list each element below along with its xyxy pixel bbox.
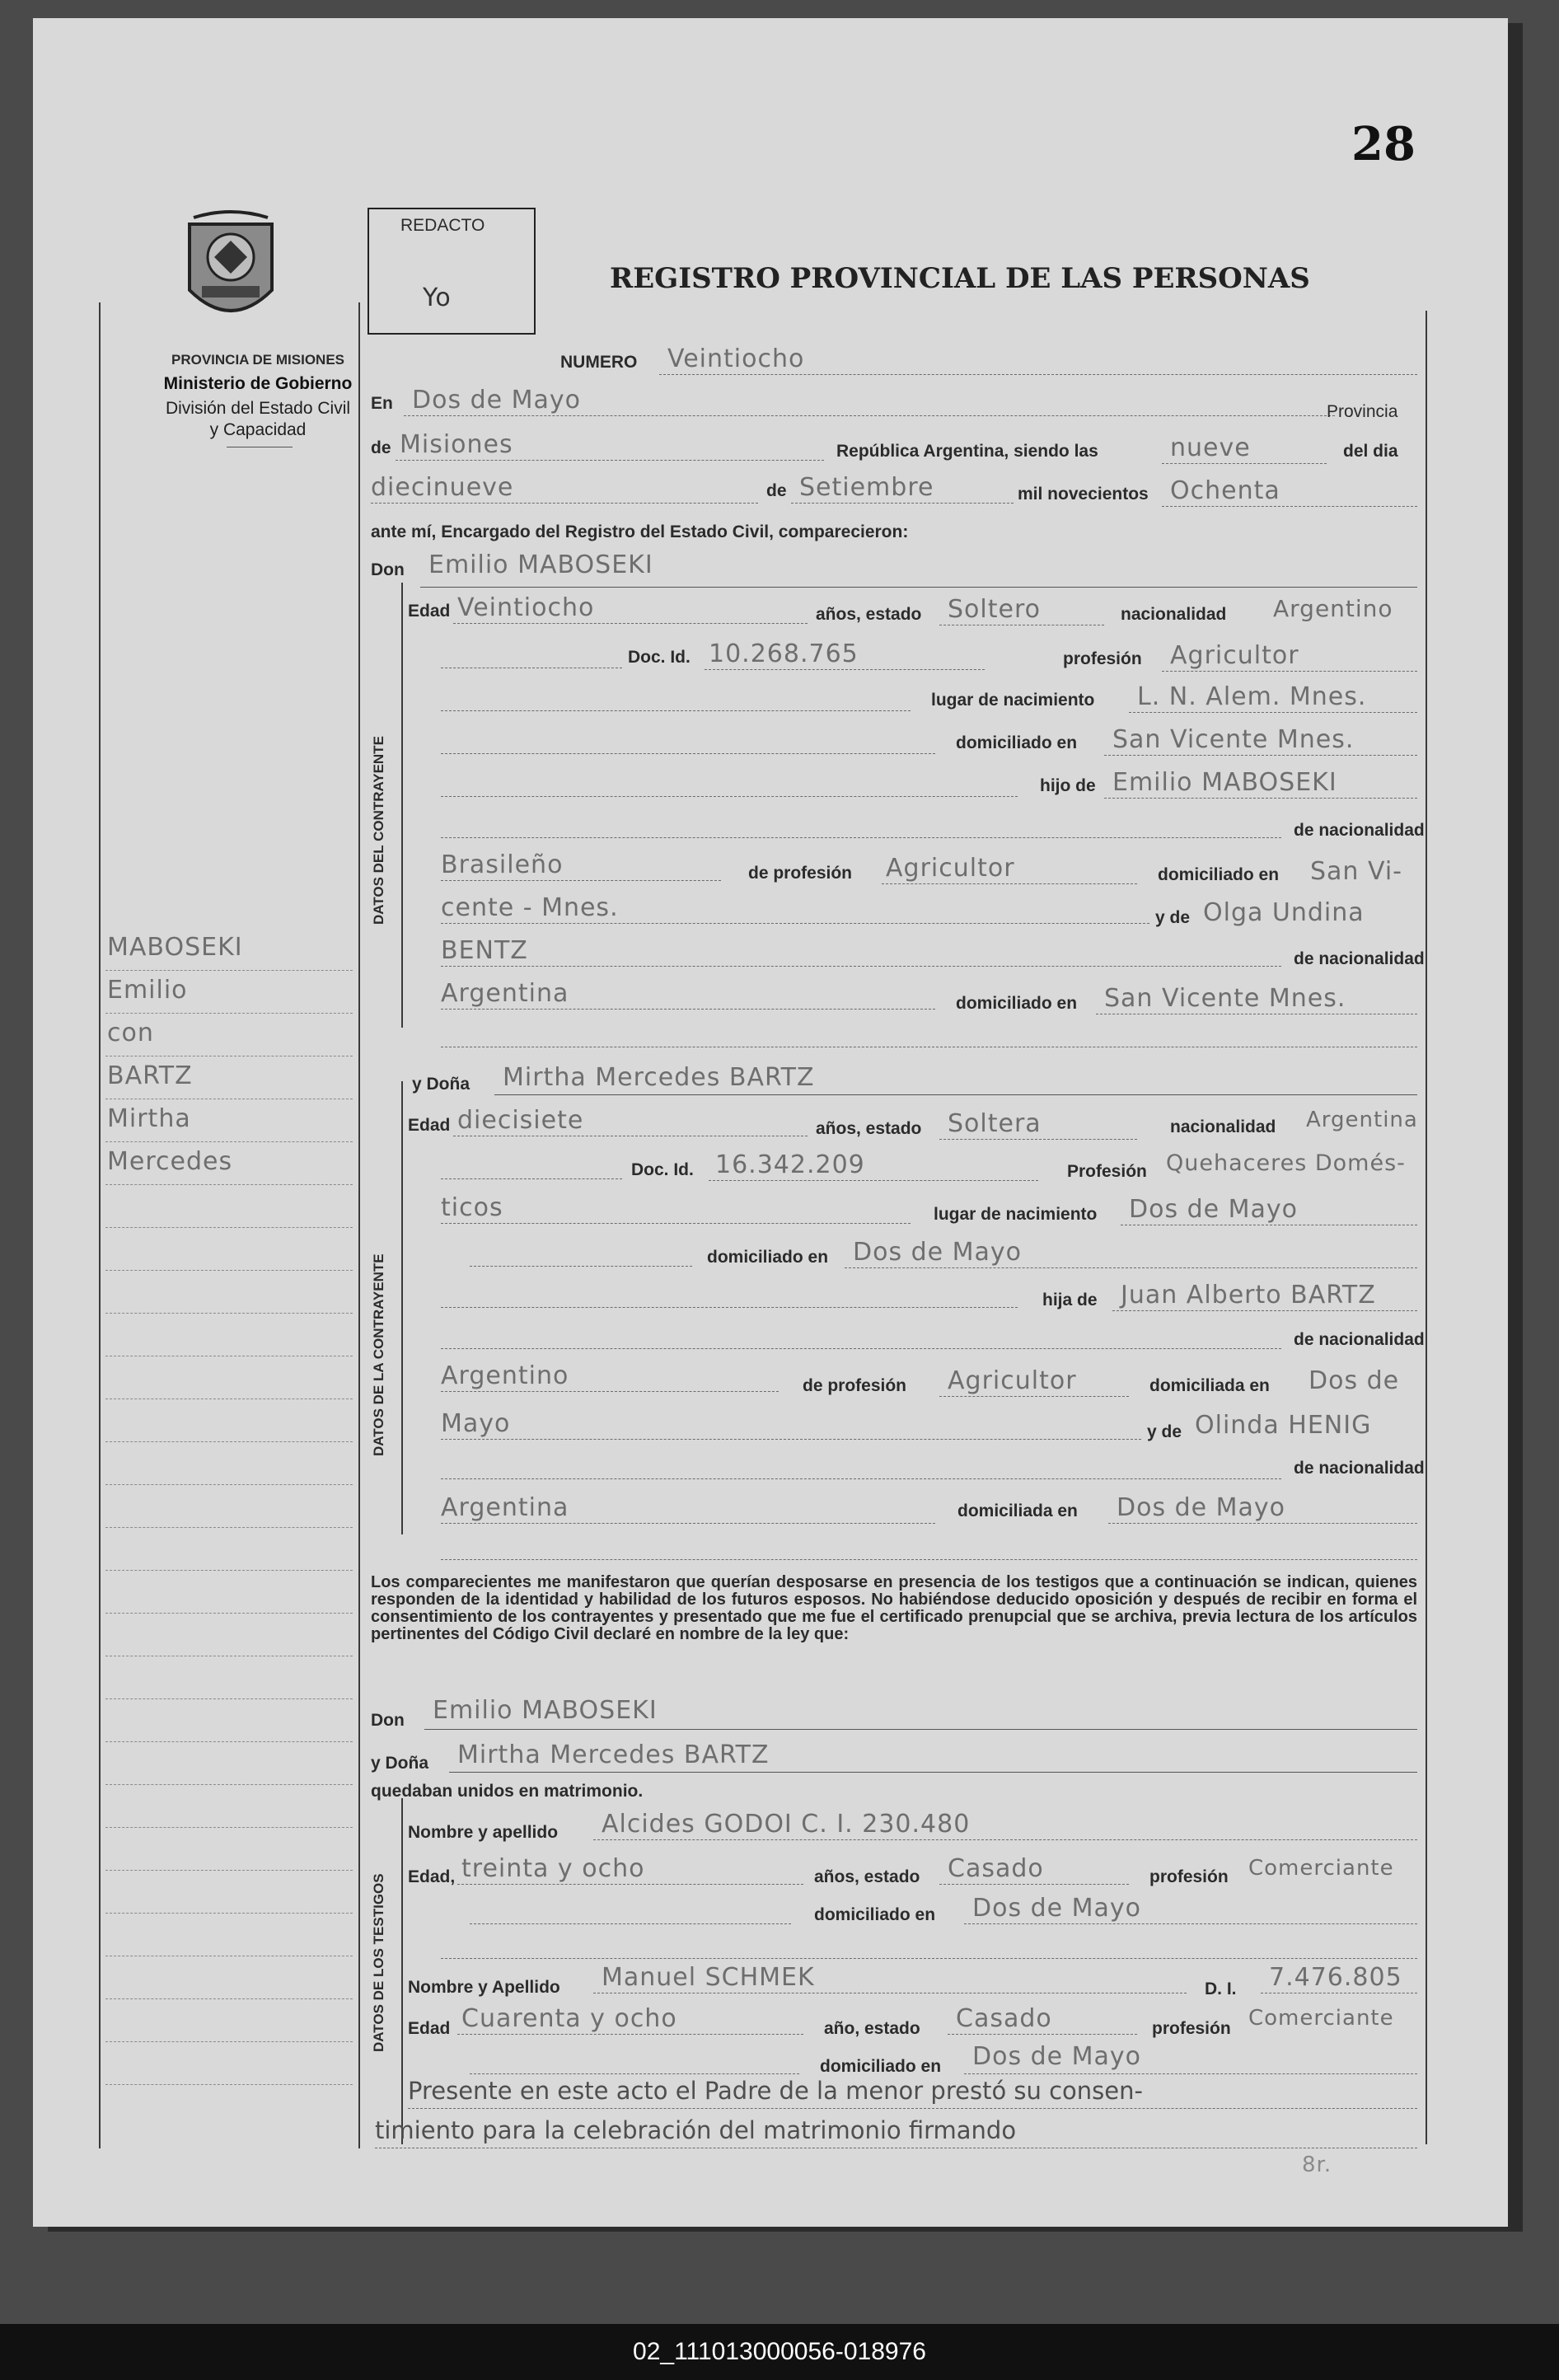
label-profesion: profesión	[1063, 649, 1142, 668]
bride-father-dom2: Mayo	[441, 1409, 511, 1438]
label-de: de	[371, 438, 391, 457]
label-y-dona: y Doña	[371, 1754, 429, 1773]
section-contrayenta: DATOS DE LA CONTRAYENTE	[371, 1253, 386, 1456]
groom-doc: 10.268.765	[709, 640, 859, 668]
label-y-dona: y Doña	[412, 1075, 471, 1094]
label-de-profesion: de profesión	[803, 1376, 907, 1395]
margin-rule	[105, 1784, 353, 1785]
label-del-dia: del dia	[1343, 442, 1398, 461]
declaration-text: Los comparecientes me manifestaron que querían desposarse en presencia de los testigos que a continuación se indican, quienes responden de la identidad y habilidad de los futuros esposos. No habiéndose deducido oposición y después de recibir en forma el consentimiento de los contrayentes y presentado que me fue el certificado prenupcial que se archiva, previa lectura de los artículos pertinentes del Código Civil declaré en nombre de la ley que:	[371, 1573, 1417, 1643]
groom-father-prof: Agricultor	[886, 854, 1015, 883]
groom-father-dom2: cente - Mnes.	[441, 893, 619, 922]
image-id-footer: 02_111013000056-018976	[0, 2324, 1559, 2380]
label-ano-estado: año, estado	[824, 2019, 920, 2038]
margin-rule	[105, 2041, 353, 2042]
label-nacionalidad: nacionalidad	[1121, 605, 1227, 624]
value-mes: Setiembre	[799, 473, 934, 502]
label-hijo-de: hijo de	[1040, 776, 1096, 795]
label-don: Don	[371, 1711, 405, 1730]
margin-rule	[105, 1998, 353, 1999]
bride-name: Mirtha Mercedes BARTZ	[503, 1063, 815, 1092]
margin-rule	[105, 1913, 353, 1914]
label-domiciliado: domiciliado en	[820, 2057, 942, 2076]
registry-title: REGISTRO PROVINCIAL DE LAS PERSONAS	[610, 262, 1310, 295]
groom-domicilio: San Vicente Mnes.	[1112, 725, 1355, 754]
label-nombre-apellido: Nombre y apellido	[408, 1823, 559, 1842]
redacto-mark: Yo	[423, 283, 452, 312]
groom-mother2: BENTZ	[441, 936, 528, 965]
provincial-seal-icon	[173, 208, 288, 344]
contrayenta-bracket	[401, 1081, 403, 1534]
groom-father-nac: Brasileño	[441, 850, 564, 879]
label-doc-id: Doc. Id.	[628, 648, 691, 667]
groom-lugar: L. N. Alem. Mnes.	[1137, 682, 1367, 711]
bride-mother: Olinda HENIG	[1195, 1411, 1372, 1440]
ministry-name: Ministerio de Gobierno	[163, 374, 353, 393]
label-di: D. I.	[1205, 1979, 1237, 1998]
margin-rule	[105, 2084, 353, 2085]
handwritten-note-line1: Presente en este acto el Padre de la menor prestó su consen-	[408, 2077, 1143, 2105]
redacto-box	[368, 208, 536, 335]
margin-rule	[105, 1484, 353, 1485]
label-profesion: Profesión	[1067, 1162, 1147, 1181]
bride-lugar: Dos de Mayo	[1129, 1195, 1299, 1224]
witness2-profesion: Comerciante	[1248, 2006, 1394, 2031]
groom-mother-dom: San Vicente Mnes.	[1104, 984, 1346, 1013]
label-profesion: profesión	[1149, 1867, 1229, 1886]
margin-rule	[105, 1613, 353, 1614]
margin-note: MABOSEKI	[107, 933, 243, 962]
label-de-mes: de	[766, 481, 787, 500]
label-don: Don	[371, 560, 405, 579]
label-domiciliada: domiciliada en	[957, 1502, 1078, 1520]
label-hija-de: hija de	[1042, 1291, 1098, 1309]
label-domiciliado: domiciliado en	[1158, 865, 1280, 884]
witness1-name: Alcides GODOI C. I. 230.480	[602, 1810, 971, 1839]
margin-rule	[105, 1013, 353, 1014]
label-domiciliado: domiciliado en	[814, 1905, 936, 1924]
redacto-label: REDACTO	[400, 216, 485, 235]
value-en: Dos de Mayo	[412, 386, 582, 415]
label-edad: Edad	[408, 1116, 451, 1135]
final-bride: Mirtha Mercedes BARTZ	[457, 1740, 770, 1769]
bride-mother-nac: Argentina	[441, 1493, 569, 1522]
label-lugar-nacimiento: lugar de nacimiento	[931, 691, 1095, 710]
bride-profesion2: ticos	[441, 1193, 503, 1222]
groom-father: Emilio MABOSEKI	[1112, 768, 1337, 797]
margin-rule	[105, 1741, 353, 1742]
margin-note: BARTZ	[107, 1061, 193, 1090]
bride-doc: 16.342.209	[715, 1150, 865, 1179]
label-anos-estado: años, estado	[816, 605, 922, 624]
final-groom: Emilio MABOSEKI	[433, 1696, 658, 1725]
margin-rule	[105, 1870, 353, 1871]
value-anio: Ochenta	[1170, 476, 1280, 505]
division-line-2: y Capacidad	[209, 420, 307, 439]
section-contrayente: DATOS DEL CONTRAYENTE	[371, 736, 386, 925]
registry-page	[33, 18, 1508, 2227]
margin-note: con	[107, 1019, 154, 1047]
testigos-bracket	[401, 1798, 403, 2144]
witness1-edad: treinta y ocho	[461, 1854, 645, 1883]
margin-rule	[105, 1570, 353, 1571]
witness1-estado: Casado	[948, 1854, 1044, 1883]
margin-rule	[105, 1827, 353, 1828]
bride-mother-dom: Dos de Mayo	[1117, 1493, 1286, 1522]
bride-father-nac: Argentino	[441, 1361, 569, 1390]
label-domiciliada: domiciliada en	[1149, 1376, 1270, 1395]
label-domiciliado: domiciliado en	[956, 994, 1078, 1013]
section-testigos: DATOS DE LOS TESTIGOS	[371, 1873, 386, 2052]
handwritten-note-line2: timiento para la celebración del matrimonio firmando	[375, 2116, 1017, 2144]
label-profesion: profesión	[1152, 2019, 1231, 2038]
label-mil-novecientos: mil novecientos	[1018, 485, 1149, 504]
label-y-de: y de	[1155, 908, 1191, 927]
witness2-edad: Cuarenta y ocho	[461, 2004, 677, 2033]
witness2-di: 7.476.805	[1269, 1963, 1402, 1992]
bride-profesion1: Quehaceres Domés-	[1166, 1150, 1406, 1176]
value-hora: nueve	[1170, 433, 1251, 462]
witness1-domicilio: Dos de Mayo	[972, 1894, 1142, 1923]
margin-rule	[105, 1313, 353, 1314]
margin-note: Emilio	[107, 976, 188, 1005]
division-line-1: División del Estado Civil	[165, 399, 351, 418]
label-republica: República Argentina, siendo las	[836, 442, 1098, 461]
groom-estado: Soltero	[948, 595, 1041, 624]
groom-mother-nac: Argentina	[441, 979, 569, 1008]
label-doc-id: Doc. Id.	[631, 1160, 694, 1179]
groom-edad: Veintiocho	[457, 593, 595, 622]
bride-nacionalidad: Argentina	[1306, 1108, 1418, 1132]
witness2-domicilio: Dos de Mayo	[972, 2042, 1142, 2071]
label-y-de: y de	[1147, 1422, 1182, 1441]
margin-rule	[105, 1270, 353, 1271]
label-edad: Edad	[408, 602, 451, 621]
contrayente-bracket	[401, 583, 403, 1028]
label-de-nacionalidad: de nacionalidad	[1294, 821, 1425, 840]
label-en: En	[371, 394, 393, 413]
groom-name: Emilio MABOSEKI	[428, 550, 653, 579]
margin-note: Mirtha	[107, 1104, 191, 1133]
label-provincia: Provincia	[1327, 402, 1398, 421]
label-numero: NUMERO	[560, 353, 638, 372]
groom-nacionalidad: Argentino	[1273, 595, 1393, 622]
bride-domicilio: Dos de Mayo	[853, 1238, 1023, 1267]
label-de-nacionalidad: de nacionalidad	[1294, 1459, 1425, 1478]
label-de-nacionalidad: de nacionalidad	[1294, 1330, 1425, 1349]
label-de-profesion: de profesión	[748, 864, 853, 883]
label-ante-mi: ante mí, Encargado del Registro del Estado Civil, comparecieron:	[371, 522, 909, 541]
left-margin-line	[99, 302, 101, 2148]
bride-father-dom1: Dos de	[1309, 1366, 1400, 1395]
label-anos-estado: años, estado	[816, 1119, 922, 1138]
margin-rule	[105, 970, 353, 971]
label-de-nacionalidad: de nacionalidad	[1294, 949, 1425, 968]
bride-father-prof: Agricultor	[948, 1366, 1077, 1395]
margin-note: Mercedes	[107, 1147, 233, 1176]
label-domiciliado: domiciliado en	[956, 733, 1078, 752]
witness2-name: Manuel SCHMEK	[602, 1963, 815, 1992]
margin-rule	[105, 1184, 353, 1185]
page-number: 28	[1351, 117, 1416, 171]
witness2-estado: Casado	[956, 2004, 1052, 2033]
margin-rule	[105, 1441, 353, 1442]
groom-father-dom1: San Vi-	[1310, 857, 1402, 886]
margin-rule	[105, 1398, 353, 1399]
column-divider	[358, 302, 360, 2148]
value-dia: diecinueve	[371, 473, 514, 502]
corner-mark: 8r.	[1302, 2153, 1332, 2177]
value-numero: Veintiocho	[667, 344, 805, 373]
bride-estado: Soltera	[948, 1109, 1042, 1138]
label-nacionalidad: nacionalidad	[1170, 1117, 1276, 1136]
label-domiciliado: domiciliado en	[707, 1248, 829, 1267]
label-edad: Edad,	[408, 1867, 456, 1886]
label-lugar-nacimiento: lugar de nacimiento	[934, 1205, 1098, 1224]
province-name: PROVINCIA DE MISIONES	[171, 352, 344, 368]
label-nombre-apellido: Nombre y Apellido	[408, 1978, 560, 1997]
label-quedaban: quedaban unidos en matrimonio.	[371, 1782, 644, 1801]
label-edad: Edad	[408, 2019, 451, 2038]
value-provincia: Misiones	[400, 430, 513, 459]
margin-rule	[105, 1698, 353, 1699]
margin-rule	[105, 1227, 353, 1228]
witness1-profesion: Comerciante	[1248, 1856, 1394, 1881]
groom-profesion: Agricultor	[1170, 641, 1299, 670]
margin-rule	[105, 1527, 353, 1528]
groom-mother1: Olga Undina	[1203, 898, 1365, 927]
label-anos-estado: años, estado	[814, 1867, 920, 1886]
bride-edad: diecisiete	[457, 1106, 584, 1135]
bride-father: Juan Alberto BARTZ	[1121, 1281, 1376, 1309]
margin-rule	[105, 1141, 353, 1142]
right-border	[1426, 311, 1427, 2144]
